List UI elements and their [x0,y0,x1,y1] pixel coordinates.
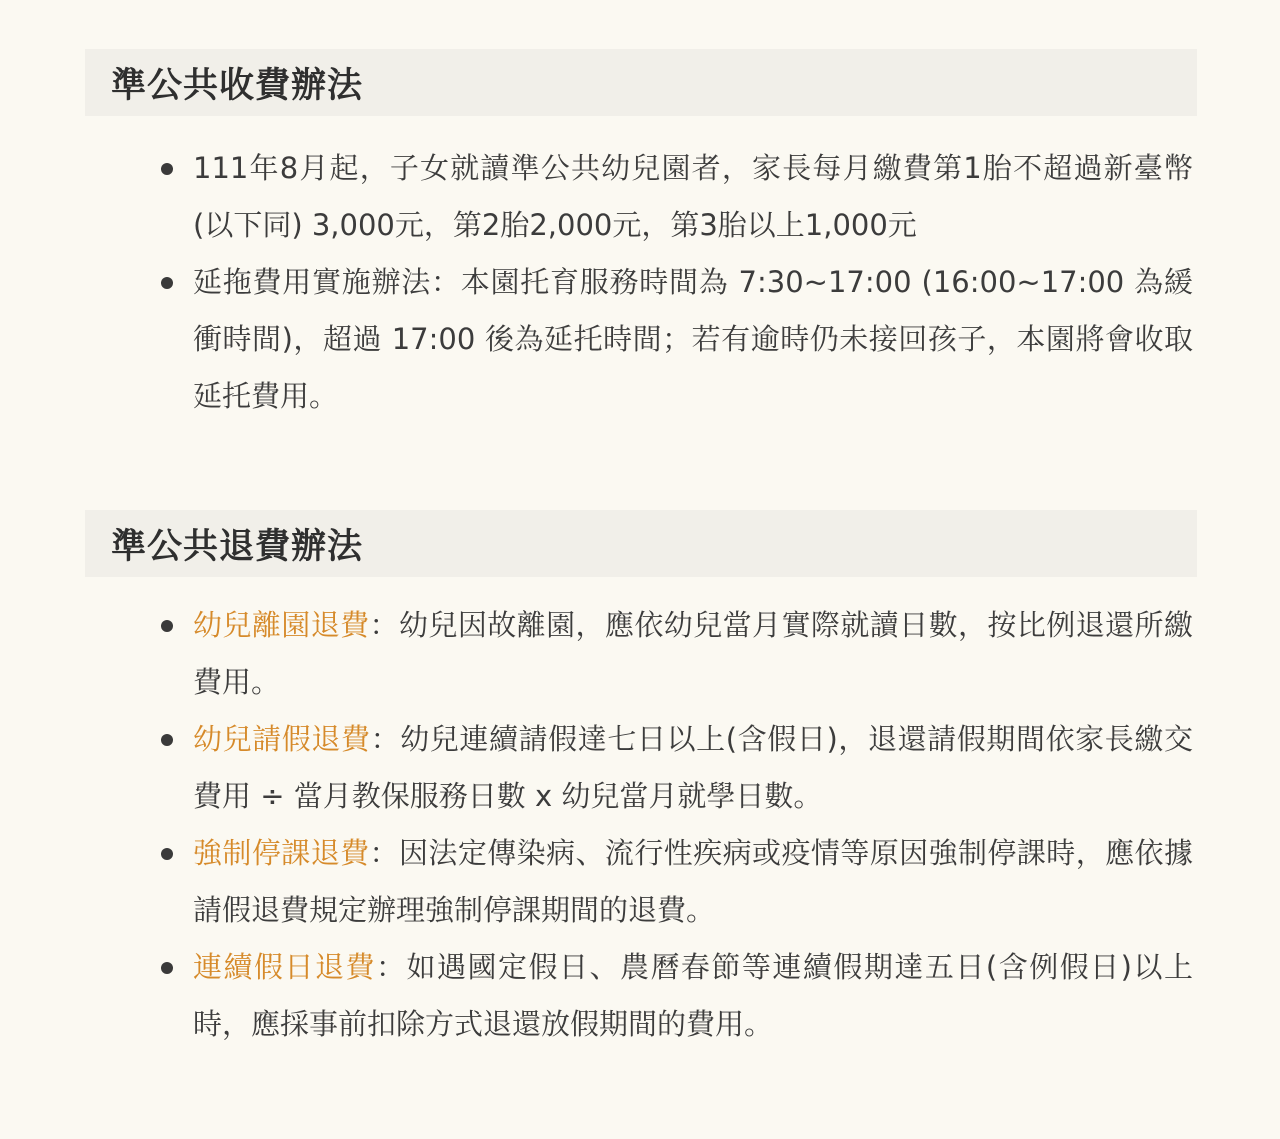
refund-item-label: 連續假日退費 [193,950,376,984]
fee-list [157,140,1193,425]
bullet-icon [161,962,173,974]
refund-section-header [85,510,1197,577]
refund-item-text: ：因法定傳染病、流行性疾病或疫情等原因強制停課時，應依據請假退費規定辦理強制停課期間的退費。 [193,836,1193,927]
refund-section-title: 準公共退費辦法 [111,526,364,567]
list-item [157,140,1193,254]
list-item [157,597,1193,711]
refund-item-text: ：幼兒連續請假達七日以上(含假日)，退還請假期間依家長繳交費用 ÷ 當月教保服務日數 x 幼兒當月就學日數。 [193,722,1193,813]
fee-item-text: 延拖費用實施辦法：本園托育服務時間為 7:30~17:00 (16:00~17:00 為緩衝時間)，超過 17:00 後為延托時間；若有逾時仍未接回孩子，本園將會收取延托費用。 [193,265,1193,413]
list-item [157,939,1193,1053]
refund-list [157,597,1193,1053]
list-item [157,825,1193,939]
refund-item-text: ：幼兒因故離園，應依幼兒當月實際就讀日數，按比例退還所繳費用。 [193,608,1193,699]
fee-section [85,49,1197,425]
fee-item-text: 111年8月起，子女就讀準公共幼兒園者，家長每月繳費第1胎不超過新臺幣 (以下同) 3,000元，第2胎2,000元，第3胎以上1,000元 [193,151,1193,242]
bullet-icon [161,277,173,289]
refund-item-label: 強制停課退費 [193,836,370,870]
list-item [157,711,1193,825]
fee-section-header [85,49,1197,116]
bullet-icon [161,163,173,175]
bullet-icon [161,620,173,632]
fee-section-title: 準公共收費辦法 [111,65,364,106]
refund-section [85,510,1197,1053]
bullet-icon [161,848,173,860]
refund-item-text: ：如遇國定假日、農曆春節等連續假期達五日(含例假日)以上時，應採事前扣除方式退還放假期間的費用。 [193,950,1193,1041]
bullet-icon [161,734,173,746]
refund-item-label: 幼兒離園退費 [193,608,370,642]
list-item [157,254,1193,425]
refund-item-label: 幼兒請假退費 [193,722,371,756]
